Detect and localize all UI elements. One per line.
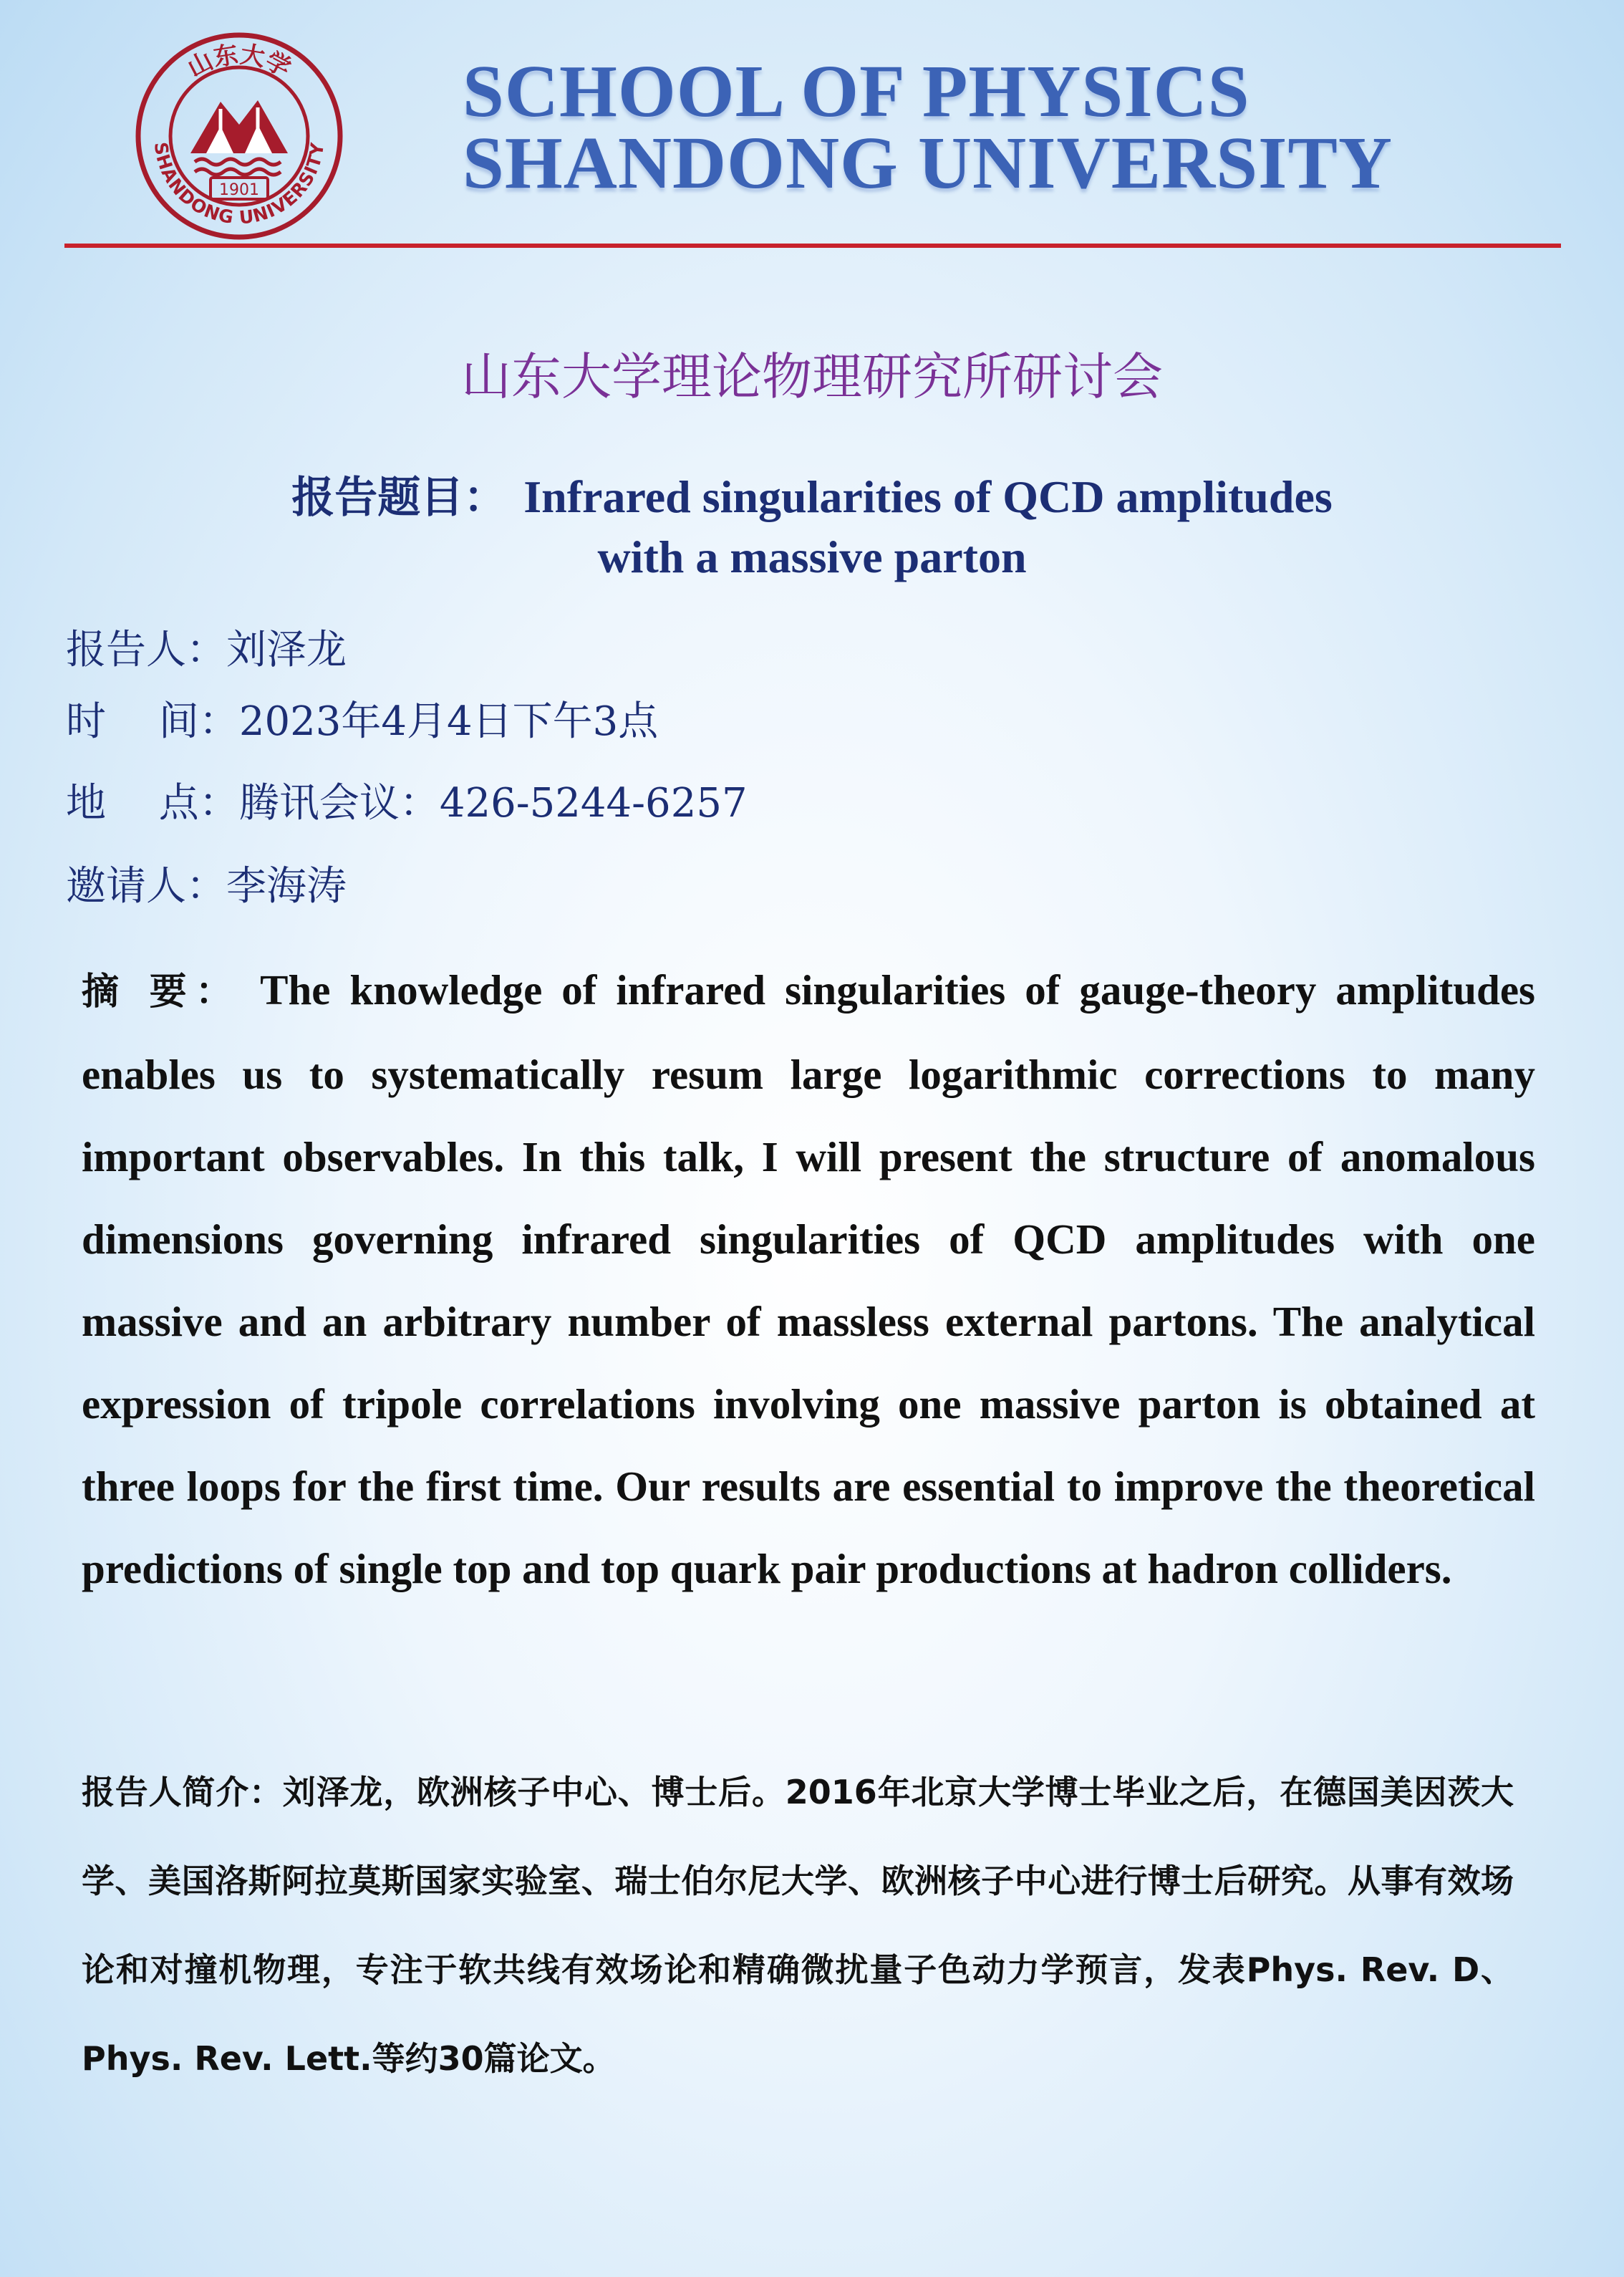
logo-chars: 山东大学 [183,40,296,83]
speaker-row [66,622,347,679]
time-label: 时 间： [66,698,239,745]
university-logo [135,32,344,241]
logo-year: 1901 [219,181,259,199]
bio-text: 刘泽龙，欧洲核子中心、博士后。2016年北京大学博士毕业之后，在德国美因茨大学、美国洛斯阿拉莫斯国家实验室、瑞士伯尔尼大学、欧洲核子中心进行博士后研究。从事有效场论和对撞机物理，专注于软共线有效场论和精确微扰量子色动力学预言，发表Phys. Rev. D、Phys. Rev. Lett.等约30篇论文。 [82,1773,1514,2078]
abstract-text: The knowledge of infrared singularities of gauge-theory amplitudes enables us to systematically resum large logarithmic corrections to many important observables. In this talk, I will present the structure of anomalous dimensions governing infrared singularities of QCD amplitudes with one massive and an arbitrary number of massless external partons. The analytical expression of tripole correlations involving one massive parton is obtained at three loops for the first time. Our results are essential to improve the theoretical predictions of single top and top quark pair productions at hadron colliders. [82,966,1536,1592]
talk-title [0,466,1624,529]
speaker-label: 报告人： [66,627,226,673]
host-label: 邀请人： [66,863,226,910]
host-value: 李海涛 [226,863,347,910]
institute-heading: 山东大学理论物理研究所研讨会 [461,347,1163,406]
place-label: 地 点： [66,780,239,827]
logo-name: SHANDONG UNIVERSITY [150,140,329,228]
abstract [82,949,1535,1610]
host-row [66,858,347,915]
school-title-line2: SHANDONG UNIVERSITY [463,122,1393,204]
bio-label: 报告人简介： [82,1773,283,1811]
place-value: 腾讯会议：426-5244-6257 [238,780,748,827]
talk-title-label: 报告题目： [291,473,507,523]
abstract-label: 摘 要： [82,971,242,1014]
header-divider [64,244,1561,248]
svg-text:山东大学 [183,40,295,83]
time-row [66,693,658,751]
speaker-value: 刘泽龙 [226,627,347,673]
school-title-line1: SCHOOL OF PHYSICS [463,50,1250,133]
talk-title-line2: with a massive parton [597,531,1027,582]
shandong-university-seal-icon [135,32,344,241]
place-row [66,775,748,832]
speaker-bio [82,1748,1514,2103]
talk-title-line1: Infrared singularities of QCD amplitudes [523,471,1333,522]
school-title [463,50,1393,204]
time-value: 2023年4月4日下午3点 [238,698,659,745]
